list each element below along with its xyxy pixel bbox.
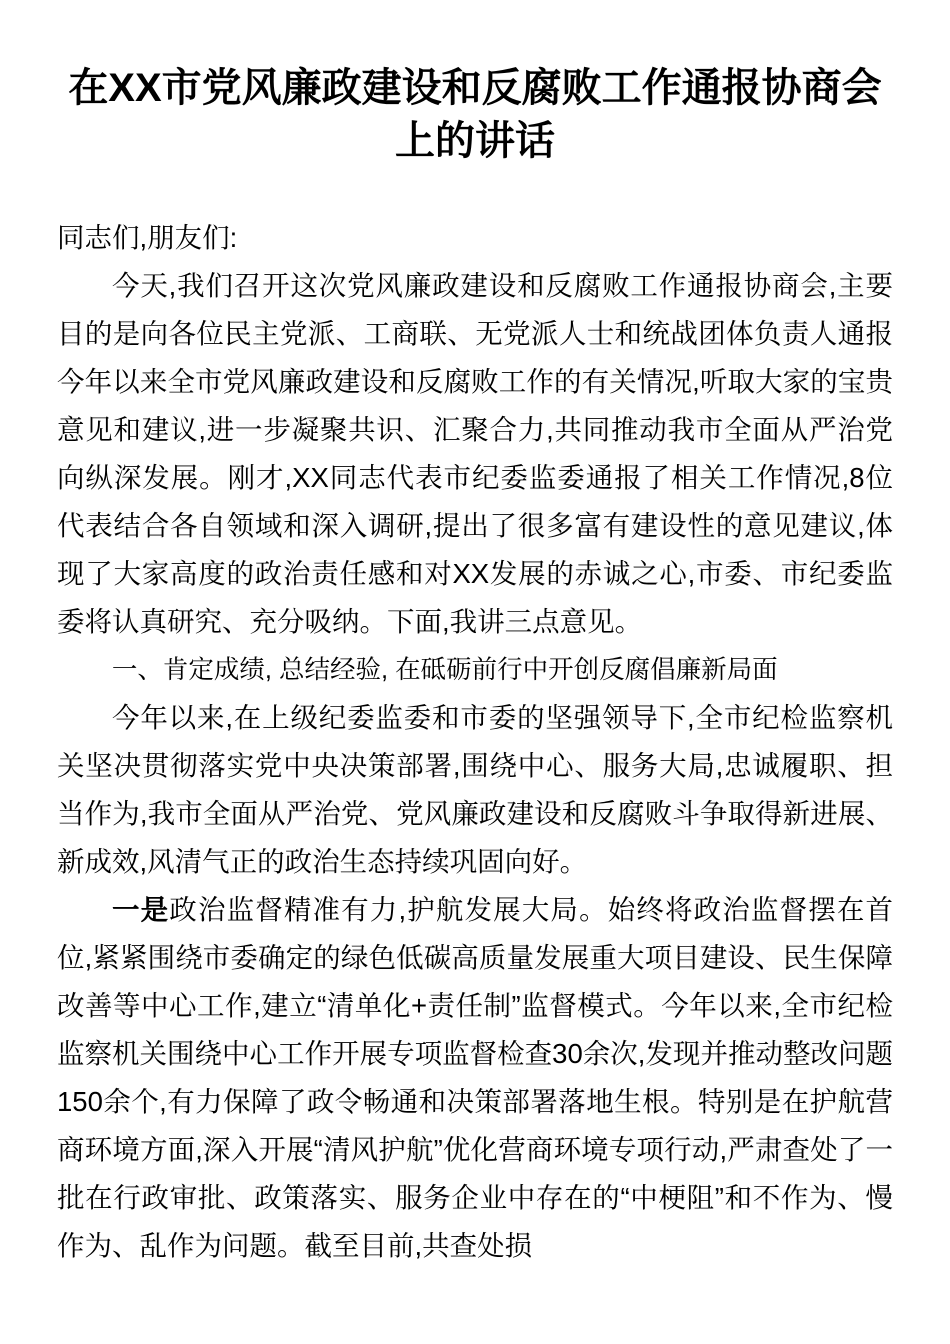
paragraph-opening: 今天,我们召开这次党风廉政建设和反腐败工作通报协商会,主要目的是向各位民主党派、工商联、无党派人士和统战团体负责人通报今年以来全市党风廉政建设和反腐败工作的有关情况,听取大家的宝贵意见和建议,进一步凝聚共识、汇聚合力,共同推动我市全面从严治党向纵深发展。刚才,XX同志代表市纪委监委通报了相关工作情况,8位代表结合各自领域和深入调研,提出了很多富有建设性的意见建议,体现了大家高度的政治责任感和对XX发展的赤诚之心,市委、市纪委监委将认真研究、充分吸纳。下面,我讲三点意见。 bbox=[57, 270, 893, 637]
paragraph-section-one-intro: 今年以来,在上级纪委监委和市委的坚强领导下,全市纪检监察机关坚决贯彻落实党中央决策部署,围绕中心、服务大局,忠诚履职、担当作为,我市全面从严治党、党风廉政建设和反腐败斗争取得新进展、新成效,风清气正的政治生态持续巩固向好。 bbox=[57, 702, 893, 877]
page-title: 在XX市党风廉政建设和反腐败工作通报协商会上的讲话 bbox=[68, 66, 882, 163]
salutation-line: 同志们,朋友们: bbox=[57, 222, 238, 253]
document-body bbox=[57, 214, 893, 1270]
paragraph-point-one-lead: 一是 bbox=[112, 894, 170, 925]
document-content bbox=[57, 0, 893, 1270]
paragraph-point-one-text: 政治监督精准有力,护航发展大局。始终将政治监督摆在首位,紧紧围绕市委确定的绿色低碳高质量发展重大项目建设、民生保障改善等中心工作,建立“清单化+责任制”监督模式。今年以来,全市纪检监察机关围绕中心工作开展专项监督检查30余次,发现并推动整改问题150余个,有力保障了政令畅通和决策部署落地生根。特别是在护航营商环境方面,深入开展“清风护航”优化营商环境专项行动,严肃查处了一批在行政审批、政策落实、服务企业中存在的“中梗阻”和不作为、慢作为、乱作为问题。截至目前,共查处损 bbox=[57, 894, 894, 1261]
paragraph-point-one bbox=[57, 886, 893, 1270]
section-heading-one: 一、肯定成绩, 总结经验, 在砥砺前行中开创反腐倡廉新局面 bbox=[111, 656, 778, 684]
